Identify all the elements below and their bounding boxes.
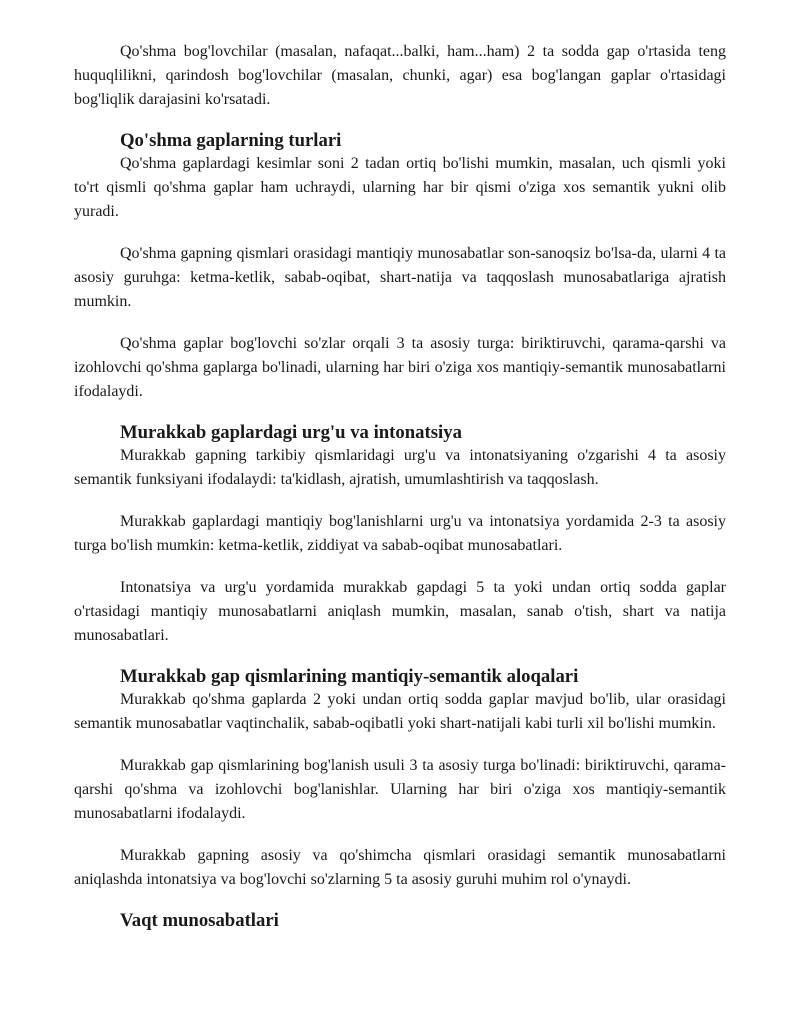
section-time-relations — [74, 910, 726, 932]
paragraph: Murakkab gapning tarkibiy qismlaridagi urg'u va intonatsiyaning o'zgarishi 4 ta asosiy semantik funksiyani ifodalaydi: ta'kidlash, ajratish, umumlashtirish va taqqoslash. — [74, 447, 726, 488]
section-logical-relations — [74, 666, 726, 892]
section-heading: Murakkab gaplardagi urg'u va intonatsiya — [120, 422, 462, 443]
intro-paragraph: Qo'shma bog'lovchilar (masalan, nafaqat...balki, ham...ham) 2 ta sodda gap o'rtasida teng huquqlilikni, qarindosh bog'lovchilar (masalan, chunki, agar) esa bog'langan gaplar o'rtasidagi bog'liqlik darajasini ko'rsatadi. — [74, 43, 726, 108]
section-heading: Qo'shma gaplarning turlari — [120, 130, 342, 151]
paragraph: Intonatsiya va urg'u yordamida murakkab gapdagi 5 ta yoki undan ortiq sodda gaplar o'rtasidagi mantiqiy munosabatlarni aniqlash mumkin, masalan, sanab o'tish, shart va natija munosabatlari. — [74, 579, 726, 644]
paragraph: Murakkab gapning asosiy va qo'shimcha qismlari orasidagi semantik munosabatlarni aniqlashda intonatsiya va bog'lovchi so'zlarning 5 ta asosiy guruhi muhim rol o'ynaydi. — [74, 847, 726, 888]
paragraph: Qo'shma gapning qismlari orasidagi mantiqiy munosabatlar son-sanoqsiz bo'lsa-da, ularni 4 ta asosiy guruhga: ketma-ketlik, sabab-oqibat, shart-natija va taqqoslash munosabatlariga ajratish mumkin. — [74, 245, 726, 310]
section-types — [74, 130, 726, 404]
paragraph: Murakkab gaplardagi mantiqiy bog'lanishlarni urg'u va intonatsiya yordamida 2-3 ta asosiy turga bo'lish mumkin: ketma-ketlik, ziddiyat va sabab-oqibat munosabatlari. — [74, 513, 726, 554]
section-intonation — [74, 422, 726, 648]
paragraph: Murakkab gap qismlarining bog'lanish usuli 3 ta asosiy turga bo'linadi: biriktiruvchi, qarama-qarshi qo'shma va izohlovchi bog'lanishlar. Ularning har biri o'ziga xos mantiqiy-semantik munosabatlarni ifodalaydi. — [74, 757, 726, 822]
section-heading: Murakkab gap qismlarining mantiqiy-semantik aloqalari — [120, 666, 579, 687]
document-page — [74, 40, 726, 932]
paragraph: Qo'shma gaplar bog'lovchi so'zlar orqali 3 ta asosiy turga: biriktiruvchi, qarama-qarshi va izohlovchi qo'shma gaplarga bo'linadi, ularning har biri o'ziga xos mantiqiy-semantik munosabatlarni ifodalaydi. — [74, 335, 726, 400]
paragraph: Qo'shma gaplardagi kesimlar soni 2 tadan ortiq bo'lishi mumkin, masalan, uch qismli yoki to'rt qismli qo'shma gaplar ham uchraydi, ularning har bir qismi o'ziga xos semantik yukni olib yuradi. — [74, 155, 726, 220]
section-heading: Vaqt munosabatlari — [120, 910, 279, 931]
paragraph: Murakkab qo'shma gaplarda 2 yoki undan ortiq sodda gaplar mavjud bo'lib, ular orasidagi semantik munosabatlar vaqtinchalik, sabab-oqibatli yoki shart-natijali kabi turli xil bo'lishi mumkin. — [74, 691, 726, 732]
